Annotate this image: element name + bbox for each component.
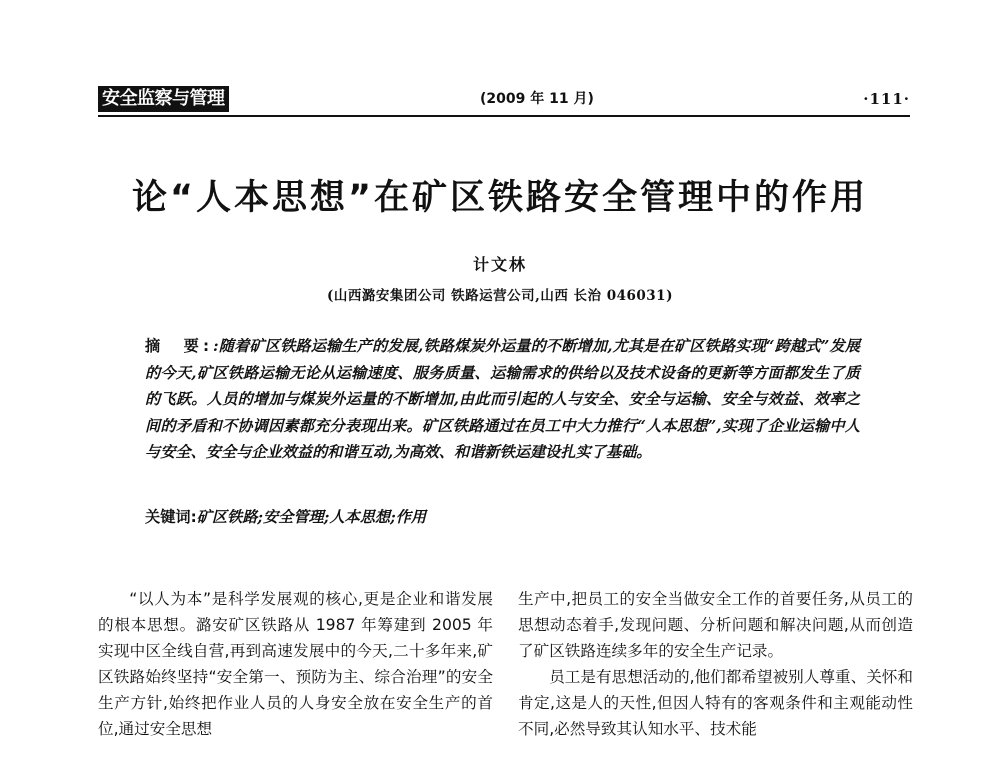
body-column-right [518, 586, 913, 742]
keywords-label: 关键词: [145, 508, 197, 526]
abstract-label: 摘 要: [145, 337, 214, 355]
keywords [145, 504, 860, 530]
issue-date: (2009 年 11 月) [480, 91, 594, 107]
author-affiliation: (山西潞安集团公司 铁路运营公司,山西 长治 046031) [327, 288, 673, 304]
header-rule [98, 115, 910, 117]
abstract [145, 333, 860, 466]
page-number: ·111· [863, 90, 910, 108]
article-title: 论“人本思想”在矿区铁路安全管理中的作用 [131, 178, 868, 218]
body-paragraph: 生产中,把员工的安全当做安全工作的首要任务,从员工的思想动态着手,发现问题、分析问题和解决问题,从而创造了矿区铁路连续多年的安全生产记录。 [518, 590, 913, 660]
running-header [98, 86, 910, 120]
keywords-text: 矿区铁路;安全管理;人本思想;作用 [196, 508, 427, 526]
section-badge: 安全监察与管理 [98, 86, 229, 112]
author-name: 计文林 [472, 255, 527, 274]
body-paragraph: “以人为本”是科学发展观的核心,更是企业和谐发展的根本思想。潞安矿区铁路从 1987 年筹建到 2005 年实现中区全线自营,再到高速发展中的今天,二十多年来,矿区铁路始终坚持“安全第一、预防为主、综合治理”的安全生产方针,始终把作业人员的人身安全放在安全生产的首位,通过安全思想 [98, 590, 493, 738]
abstract-text: :随着矿区铁路运输生产的发展,铁路煤炭外运量的不断增加,尤其是在矿区铁路实现“跨越式”发展的今天,矿区铁路运输无论从运输速度、服务质量、运输需求的供给以及技术设备的更新等方面都发生了质的飞跃。人员的增加与煤炭外运量的不断增加,由此而引起的人与安全、安全与运输、安全与效益、效率之间的矛盾和不协调因素都充分表现出来。矿区铁路通过在员工中大力推行“人本思想”,实现了企业运输中人与安全、安全与企业效益的和谐互动,为高效、和谐新铁运建设扎实了基础。 [145, 337, 861, 461]
body-paragraph: 员工是有思想活动的,他们都希望被别人尊重、关怀和肯定,这是人的天性,但因人特有的客观条件和主观能动性不同,必然导致其认知水平、技术能 [518, 668, 913, 738]
body-column-left [98, 586, 493, 742]
